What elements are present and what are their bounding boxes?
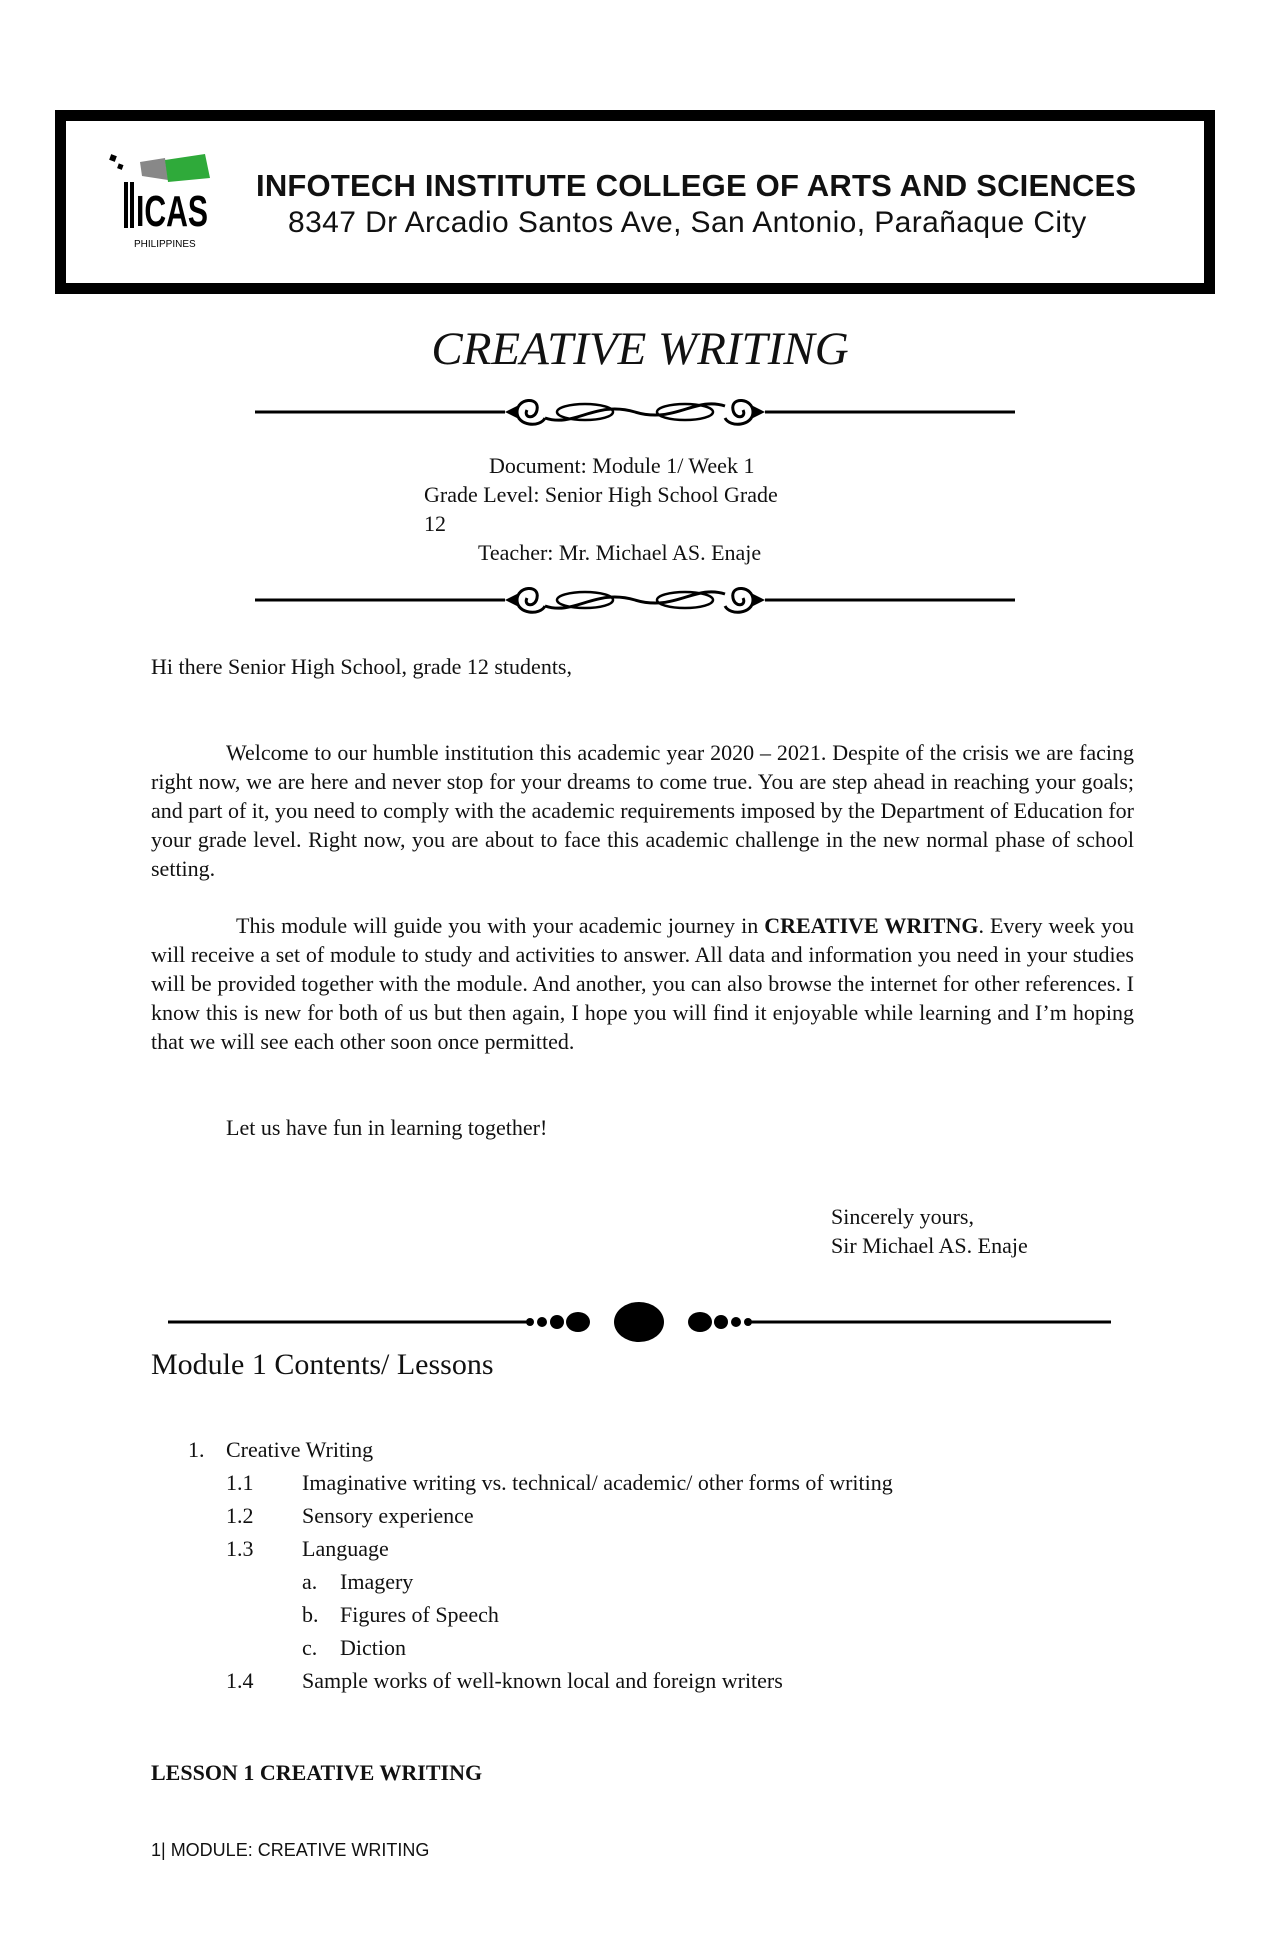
paragraph-module-guide	[151, 911, 1134, 1056]
toc-lang-label: Imagery	[340, 1569, 414, 1594]
toc-sub-number: 1.2	[226, 1503, 254, 1528]
para2-end: . Every week you will receive a set of module to study and activities to answer. All data and information you need in your studies will be provided together with the module. And another, you can also browse the internet for other references. I know this is new for both of us but then again, I hope you will find it enjoyable while learning and I’m hoping that we will see each other soon once permitted.	[151, 913, 1134, 1054]
toc-item-1-number: 1.	[188, 1437, 205, 1462]
toc-sub-number: 1.3	[226, 1536, 254, 1561]
paragraph-welcome: Welcome to our humble institution this academic year 2020 – 2021. Despite of the crisis we are facing right now, we are here and never stop for your dreams to come true. You are step ahead in reaching your goals; and part of it, you need to comply with the academic requirements imposed by the Department of Education for your grade level. Right now, you are about to face this academic challenge in the new normal phase of school setting.	[151, 740, 1134, 881]
toc-lang-label: Diction	[340, 1635, 406, 1660]
lesson-heading: LESSON 1 CREATIVE WRITING	[151, 1760, 483, 1785]
toc-sub-label: Language	[302, 1536, 389, 1561]
logo-subtext: PHILIPPINES	[134, 239, 196, 250]
document-title: CREATIVE WRITING	[431, 323, 849, 375]
grade-level: Grade Level: Senior High School Grade	[424, 482, 778, 507]
teacher-info: Teacher: Mr. Michael AS. Enaje	[478, 540, 762, 565]
logo-text: ICAS	[136, 187, 208, 236]
toc-sub-number: 1.4	[226, 1668, 254, 1693]
toc-sub-label: Sample works of well-known local and foreign writers	[302, 1668, 783, 1693]
institution-address: 8347 Dr Arcadio Santos Ave, San Antonio, Parañaque City	[288, 206, 1087, 239]
contents-title: Module 1 Contents/ Lessons	[151, 1348, 494, 1381]
toc-lang-label: Figures of Speech	[340, 1602, 499, 1627]
toc-item-1-label: Creative Writing	[226, 1437, 374, 1462]
greeting: Hi there Senior High School, grade 12 students,	[151, 654, 572, 679]
page-footer: 1| MODULE: CREATIVE WRITING	[151, 1840, 430, 1860]
flourish-divider-top	[255, 390, 1015, 434]
school-logo	[110, 150, 230, 260]
toc-sub-number: 1.1	[226, 1470, 254, 1495]
letter-closing	[831, 1202, 1028, 1260]
signature-name: Sir Michael AS. Enaje	[831, 1233, 1028, 1258]
document-info: Document: Module 1/ Week 1	[489, 453, 755, 478]
para2-subject: CREATIVE WRITNG	[764, 913, 979, 938]
toc-sub-label: Imaginative writing vs. technical/ academic/ other forms of writing	[302, 1470, 893, 1495]
institution-name: INFOTECH INSTITUTE COLLEGE OF ARTS AND SCIENCES	[256, 168, 1137, 203]
toc-lang-letter: a.	[302, 1569, 318, 1594]
closing-salutation: Sincerely yours,	[831, 1204, 974, 1229]
grade-level-number: 12	[424, 511, 446, 536]
toc-lang-letter: c.	[302, 1635, 318, 1660]
toc-sub-label: Sensory experience	[302, 1503, 474, 1528]
para2-start: This module will guide you with your academic journey in	[236, 913, 765, 938]
toc-lang-letter: b.	[302, 1602, 319, 1627]
dot-divider	[168, 1300, 1111, 1344]
paragraph-closing-line: Let us have fun in learning together!	[226, 1115, 548, 1140]
flourish-divider-bottom	[255, 578, 1015, 622]
